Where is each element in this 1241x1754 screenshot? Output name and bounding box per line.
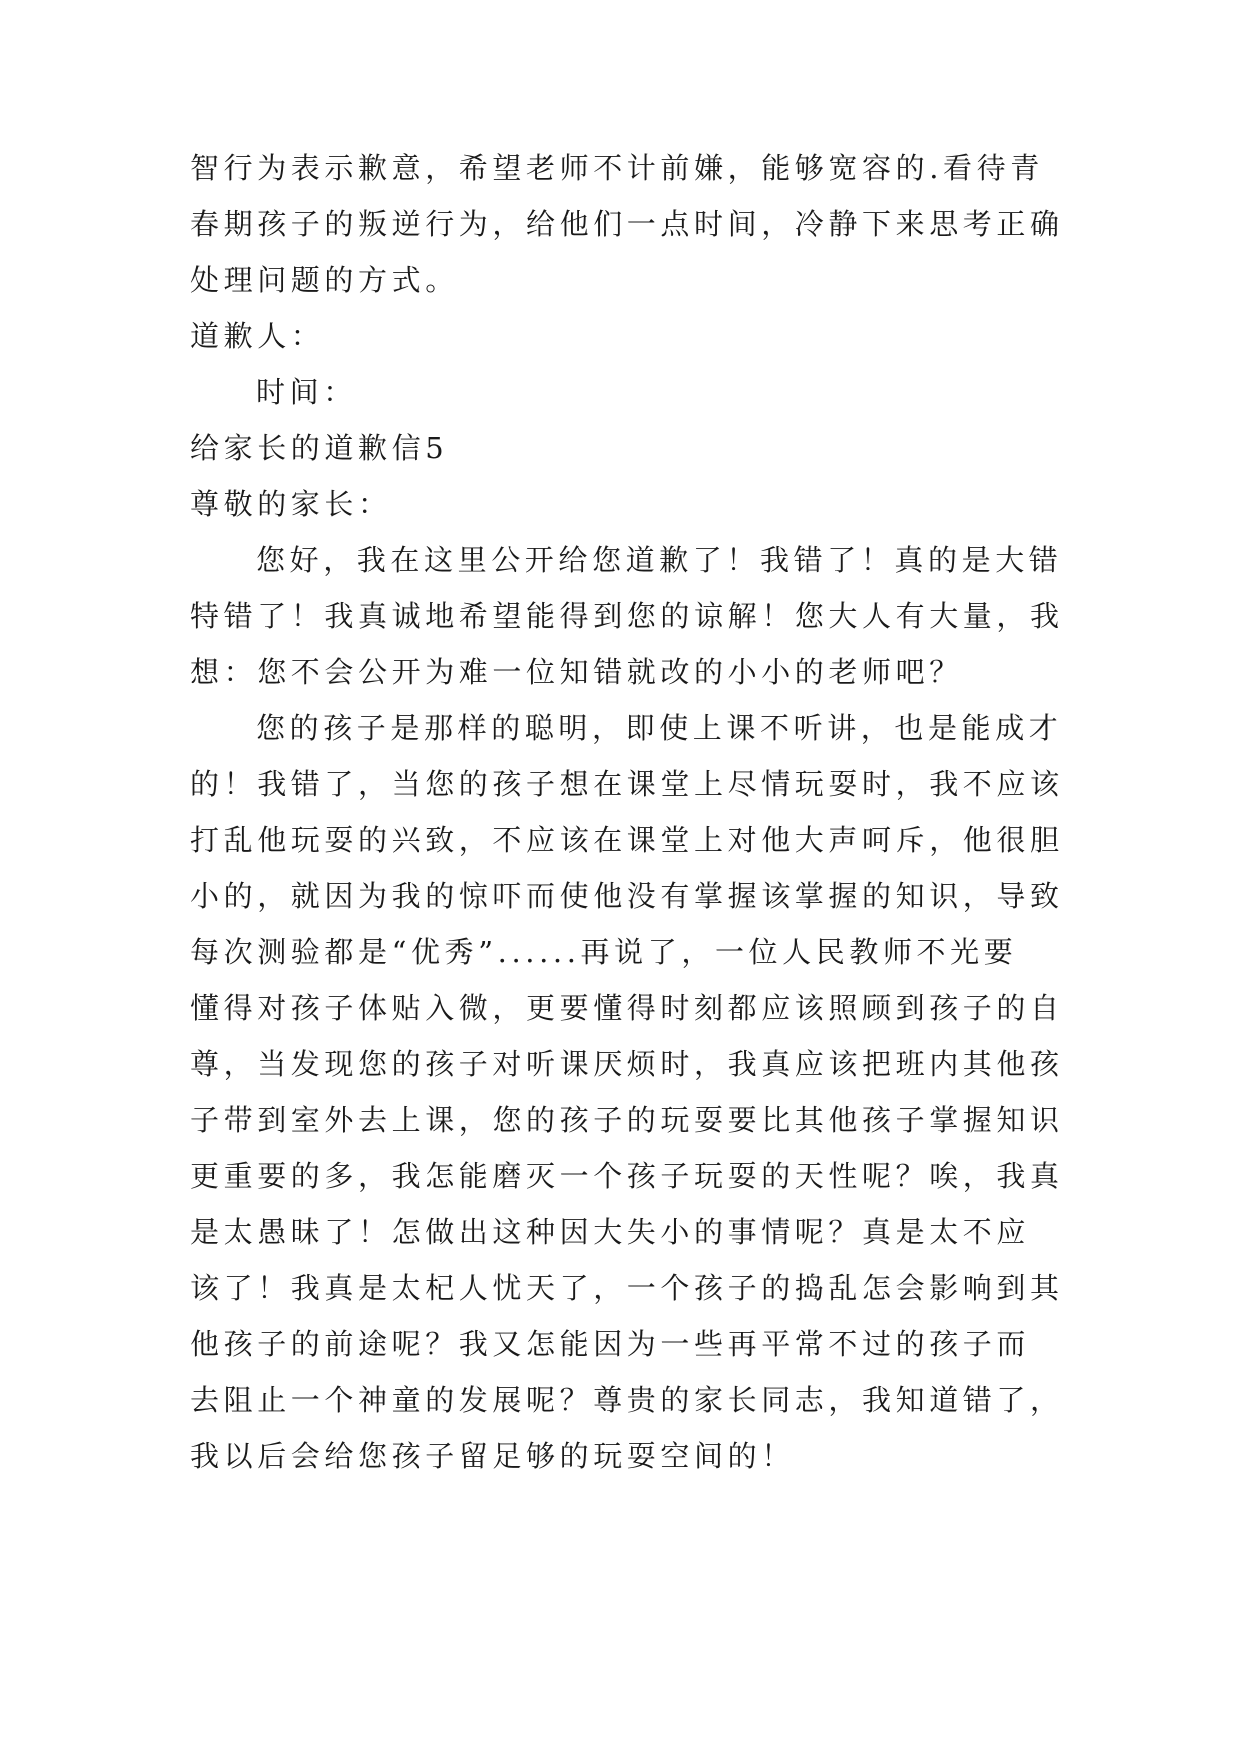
text-line-12: 的！我错了，当您的孩子想在课堂上尽情玩耍时，我不应该	[190, 767, 1064, 801]
text-line-3: 处理问题的方式。	[190, 263, 459, 297]
text-line-2: 春期孩子的叛逆行为，给他们一点时间，冷静下来思考正确	[190, 207, 1064, 241]
text-line-16: 懂得对孩子体贴入微，更要懂得时刻都应该照顾到孩子的自	[190, 991, 1064, 1025]
text-line-19: 更重要的多，我怎能磨灭一个孩子玩耍的天性呢？唉，我真	[190, 1159, 1064, 1193]
text-line-17: 尊，当发现您的孩子对听课厌烦时，我真应该把班内其他孩	[190, 1047, 1064, 1081]
letter-salutation: 尊敬的家长：	[190, 487, 392, 521]
text-line-15: 每次测验都是“优秀”......再说了，一位人民教师不光要	[190, 935, 1018, 969]
signature-apologizer-label: 道歉人：	[190, 319, 325, 353]
text-line-22: 他孩子的前途呢？我又怎能因为一些再平常不过的孩子而	[190, 1327, 1031, 1361]
text-line-21: 该了！我真是太杞人忧天了，一个孩子的捣乱怎会影响到其	[190, 1271, 1064, 1305]
text-line-8: 您好，我在这里公开给您道歉了！我错了！真的是大错	[256, 543, 1063, 577]
text-line-1: 智行为表示歉意，希望老师不计前嫌，能够宽容的.看待青	[190, 151, 1044, 185]
text-line-20: 是太愚昧了！怎做出这种因大失小的事情呢？真是太不应	[190, 1215, 1031, 1249]
text-line-24: 我以后会给您孩子留足够的玩耍空间的！	[190, 1439, 795, 1473]
text-line-9: 特错了！我真诚地希望能得到您的谅解！您大人有大量，我	[190, 599, 1064, 633]
signature-time-label: 时间：	[256, 375, 357, 409]
text-line-11: 您的孩子是那样的聪明，即使上课不听讲，也是能成才	[256, 711, 1063, 745]
text-line-10: 想：您不会公开为难一位知错就改的小小的老师吧？	[190, 655, 963, 689]
text-line-18: 子带到室外去上课，您的孩子的玩耍要比其他孩子掌握知识	[190, 1103, 1064, 1137]
letter-title: 给家长的道歉信5	[190, 431, 449, 465]
text-line-14: 小的，就因为我的惊吓而使他没有掌握该掌握的知识，导致	[190, 879, 1064, 913]
text-line-13: 打乱他玩耍的兴致，不应该在课堂上对他大声呵斥，他很胆	[190, 823, 1064, 857]
text-line-23: 去阻止一个神童的发展呢？尊贵的家长同志，我知道错了，	[190, 1383, 1064, 1417]
